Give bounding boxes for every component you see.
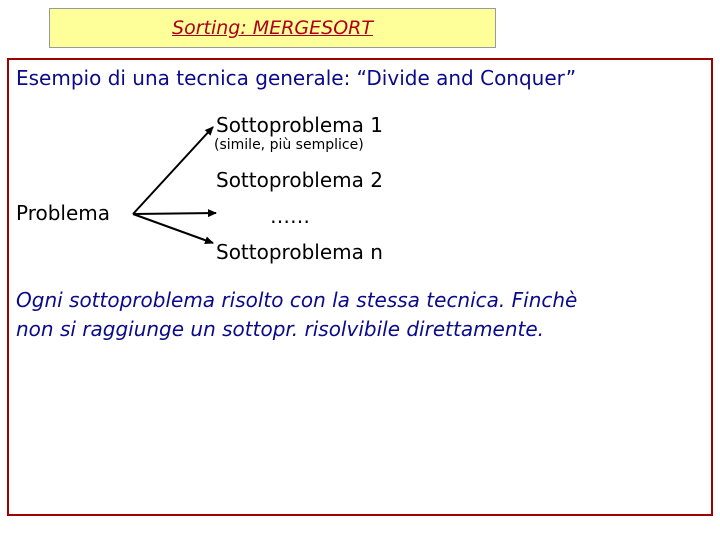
subproblem-1-note: (simile, più semplice) (214, 137, 364, 153)
subproblem-n-label: Sottoproblema n (216, 240, 383, 264)
slide-title: Sorting: MERGESORT (172, 17, 373, 39)
arrow-to-subproblem-1 (133, 127, 213, 214)
problem-node: Problema (16, 201, 111, 225)
slide-heading: Esempio di una tecnica generale: “Divide and Conquer” (16, 66, 577, 90)
subproblem-2-label: Sottoproblema 2 (216, 168, 383, 192)
subproblem-1-label: Sottoproblema 1 (216, 113, 383, 137)
subproblem-ellipsis: …… (270, 204, 310, 228)
arrow-to-subproblem-n (133, 214, 213, 243)
arrow-to-subproblem-middle (133, 213, 216, 214)
footer-line: non si raggiunge un sottopr. risolvibile direttamente. (16, 317, 545, 341)
footer-text (16, 286, 706, 344)
footer-line: Ogni sottoproblema risolto con la stessa tecnica. Finchè (16, 288, 578, 312)
